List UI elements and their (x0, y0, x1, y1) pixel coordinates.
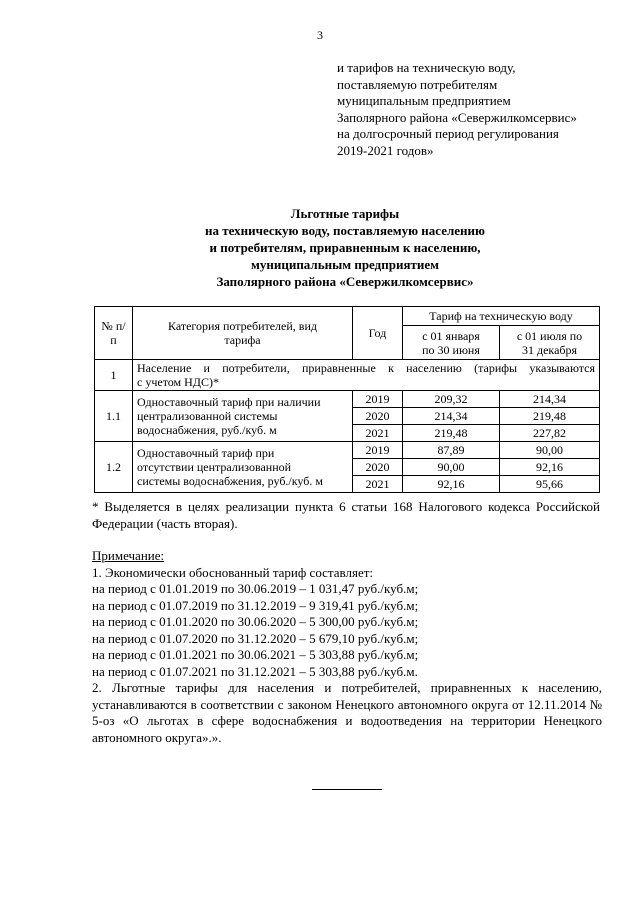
header-line: и тарифов на техническую воду, (337, 60, 516, 75)
cell-tariff-p1: 90,00 (403, 459, 500, 476)
note-item-2: 2. Льготные тарифы для населения и потребителей, приравненных к населению, устанавливаются в соответствии с законом Ненецкого автономного округа от 12.11.2014 № 5-оз «О льготах в сфере водоснабжения и водоотведения на территории Ненецкого автономного округа».». (92, 680, 602, 745)
cell-tariff-p2: 227,82 (500, 425, 600, 442)
cell-tariff-p1: 92,16 (403, 476, 500, 493)
cell-tariff-p1: 87,89 (403, 442, 500, 459)
note-period: на период с 01.01.2020 по 30.06.2020 – 5 300,00 руб./куб.м; (92, 614, 419, 629)
tariff-table (94, 306, 600, 493)
header-line: на долгосрочный период регулирования (337, 126, 559, 141)
note-period: на период с 01.07.2020 по 31.12.2020 – 5 679,10 руб./куб.м; (92, 630, 419, 646)
header-tariff: Тариф на техническую воду (403, 307, 600, 326)
row-text-line: с учетом НДС)* (137, 375, 219, 389)
header-num-text: № п/п (101, 319, 126, 347)
note-period: на период с 01.01.2021 по 30.06.2021 – 5 303,88 руб./куб.м; (92, 647, 419, 662)
cell-tariff-p2: 90,00 (500, 442, 600, 459)
note-period: на период с 01.01.2019 по 30.06.2019 – 1 031,47 руб./куб.м; (92, 581, 419, 596)
cell-tariff-p2: 219,48 (500, 408, 600, 425)
header-line: муниципальным предприятием (337, 93, 511, 108)
row-text-line: централизованной системы (137, 409, 278, 423)
notes-title: Примечание: (92, 548, 165, 563)
appendix-header (337, 60, 627, 159)
cell-year: 2020 (353, 408, 403, 425)
document-title (0, 205, 640, 290)
row-num: 1 (95, 360, 133, 391)
cell-tariff-p2: 95,66 (500, 476, 600, 493)
note-item-1: 1. Экономически обоснованный тариф составляет: (92, 564, 374, 580)
note-period: на период с 01.07.2021 по 31.12.2021 – 5 303,88 руб./куб.м. (92, 663, 418, 679)
row-text-line: отсутствии централизованной (137, 460, 292, 474)
table-row (95, 360, 600, 391)
table-header-row (95, 307, 600, 326)
header-line: 2019-2021 годов» (337, 142, 434, 158)
row-category-text (133, 360, 600, 391)
row-text-line: системы водоснабжения, руб./куб. м (137, 474, 323, 488)
vat-footnote: * Выделяется в целях реализации пункта 6 статьи 168 Налогового кодекса Российской Федерации (часть вторая). (92, 499, 600, 531)
title-line: и потребителям, приравненным к населению, (209, 240, 481, 255)
header-num (95, 307, 133, 360)
title-line: Льготные тарифы (290, 206, 400, 221)
row-num: 1.2 (95, 442, 133, 493)
cell-tariff-p1: 214,34 (403, 408, 500, 425)
cell-year: 2019 (353, 391, 403, 408)
row-text-line: водоснабжения, руб./куб. м (137, 423, 277, 437)
title-line: Заполярного района «Севержилкомсервис» (216, 274, 474, 289)
header-period-1: с 01 января по 30 июня (403, 326, 500, 360)
cell-tariff-p1: 219,48 (403, 425, 500, 442)
cell-year: 2021 (353, 476, 403, 493)
header-period-2: с 01 июля по 31 декабря (500, 326, 600, 360)
page-number: 3 (317, 28, 323, 42)
cell-tariff-p1: 209,32 (403, 391, 500, 408)
row-category (133, 391, 353, 442)
table-row (95, 391, 600, 408)
row-text-line: Одноставочный тариф при наличии (137, 395, 321, 409)
row-text-line: Население и потребители, приравненные к населению (тарифы указываются (137, 361, 596, 375)
cell-year: 2019 (353, 442, 403, 459)
row-num: 1.1 (95, 391, 133, 442)
notes-section (92, 548, 602, 746)
header-category (133, 307, 353, 360)
cell-year: 2020 (353, 459, 403, 476)
title-line: на техническую воду, поставляемую населению (205, 223, 485, 238)
cell-tariff-p2: 92,16 (500, 459, 600, 476)
note-period: на период с 01.07.2019 по 31.12.2019 – 9 319,41 руб./куб.м; (92, 597, 419, 613)
header-line: поставляемую потребителям (337, 76, 498, 92)
header-category-text: Категория потребителей, вид тарифа (167, 319, 317, 347)
cell-year: 2021 (353, 425, 403, 442)
header-year: Год (353, 307, 403, 360)
title-line: муниципальным предприятием (251, 257, 439, 272)
header-line: Заполярного района «Севержилкомсервис» (337, 109, 577, 125)
row-category (133, 442, 353, 493)
cell-tariff-p2: 214,34 (500, 391, 600, 408)
table-row (95, 442, 600, 459)
row-text-line: Одноставочный тариф при (137, 446, 275, 460)
end-rule (312, 789, 382, 790)
